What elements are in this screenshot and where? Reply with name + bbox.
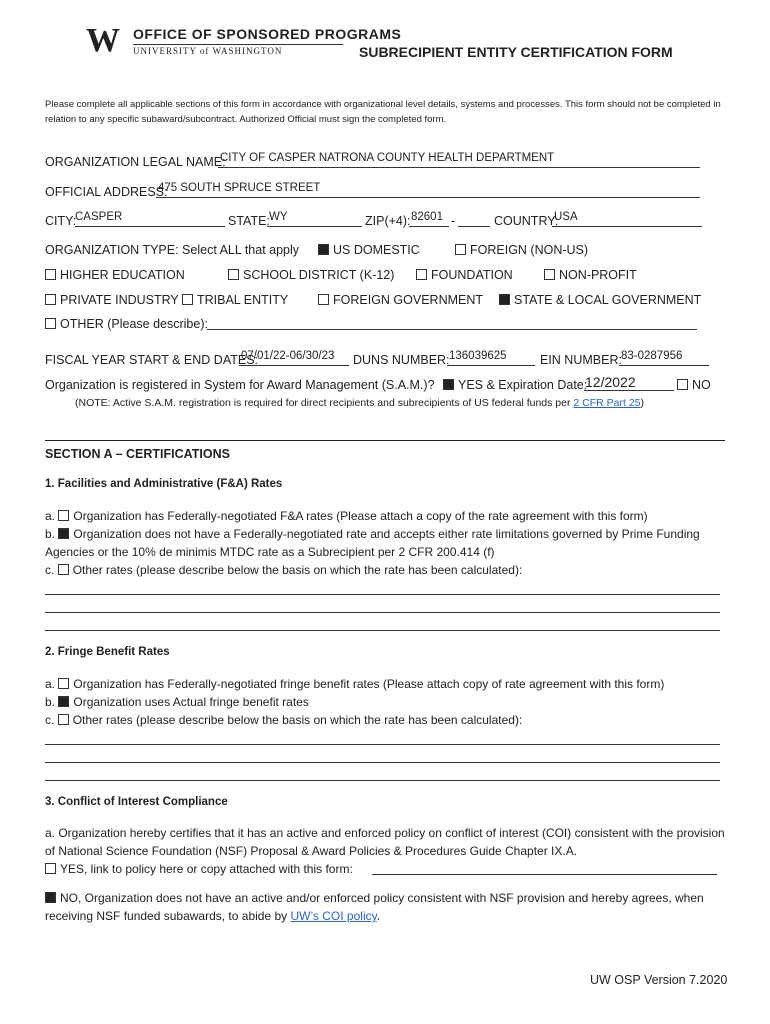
checkbox-icon[interactable] xyxy=(45,892,56,903)
sam-note-close: ) xyxy=(640,397,644,409)
legal-name-line xyxy=(218,167,700,168)
option-prefix: b. xyxy=(45,527,56,541)
org-type-us-domestic[interactable] xyxy=(318,243,420,257)
fiscal-year-field[interactable]: 07/01/22-06/30/23 xyxy=(241,350,335,362)
option-label: US DOMESTIC xyxy=(333,243,420,257)
zip-field[interactable]: 82601 xyxy=(411,211,443,223)
fa-option-a[interactable] xyxy=(45,507,725,525)
option-label: FOREIGN GOVERNMENT xyxy=(333,293,484,307)
option-label: FOREIGN (NON-US) xyxy=(470,243,589,257)
section-divider xyxy=(45,440,725,441)
city-label: CITY: xyxy=(45,214,77,228)
legal-name-field[interactable]: CITY OF CASPER NATRONA COUNTY HEALTH DEPARTMENT xyxy=(220,152,555,164)
fringe-other-line-3[interactable] xyxy=(45,780,720,781)
ein-field[interactable]: 83-0287956 xyxy=(621,350,683,362)
org-type-private-industry[interactable] xyxy=(45,293,179,307)
section-a-title: SECTION A – CERTIFICATIONS xyxy=(45,447,230,461)
org-type-state-local-gov[interactable] xyxy=(499,293,701,307)
instructions: Please complete all applicable sections of this form in accordance with organizational level details, systems and processes. This form should not be completed in relation to any specific subaward/subcontract. Authorized Official must sign the completed form. xyxy=(45,99,721,125)
checkbox-icon[interactable] xyxy=(58,564,69,575)
option-prefix: a. xyxy=(45,677,56,691)
checkbox-icon[interactable] xyxy=(544,269,555,280)
option-label: STATE & LOCAL GOVERNMENT xyxy=(514,293,702,307)
logo-university-name: UNIVERSITY of WASHINGTON xyxy=(133,46,283,56)
checkbox-icon[interactable] xyxy=(416,269,427,280)
address-field[interactable]: 475 SOUTH SPRUCE STREET xyxy=(158,182,321,194)
option-text: NO, Organization does not have an active and/or enforced policy consistent with NSF provision and hereby agrees, when receiving NSF funded subawards, to abide by xyxy=(45,891,704,923)
checkbox-icon[interactable] xyxy=(182,294,193,305)
checkbox-icon[interactable] xyxy=(58,714,69,725)
state-label: STATE: xyxy=(228,214,270,228)
option-text: Organization has Federally-negotiated F&A rates (Please attach a copy of the rate agreement with this form) xyxy=(73,509,648,523)
fa-option-b[interactable] xyxy=(45,525,725,561)
option-text: Organization has Federally-negotiated fringe benefit rates (Please attach copy of rate agreement with this form) xyxy=(73,677,665,691)
checkbox-icon[interactable] xyxy=(318,244,329,255)
zip4-line[interactable] xyxy=(458,226,490,227)
option-prefix: c. xyxy=(45,563,55,577)
duns-label: DUNS NUMBER: xyxy=(353,353,450,367)
address-label: OFFICIAL ADDRESS: xyxy=(45,185,168,199)
fa-other-line-2[interactable] xyxy=(45,612,720,613)
checkbox-icon[interactable] xyxy=(228,269,239,280)
zip-line xyxy=(409,226,449,227)
state-field[interactable]: WY xyxy=(269,211,288,223)
sam-note xyxy=(75,397,644,409)
coi-policy-link-field[interactable] xyxy=(372,874,717,875)
checkbox-icon[interactable] xyxy=(58,528,69,539)
checkbox-icon[interactable] xyxy=(58,696,69,707)
org-type-foreign-gov[interactable] xyxy=(318,293,483,307)
checkbox-icon[interactable] xyxy=(499,294,510,305)
form-title: SUBRECIPIENT ENTITY CERTIFICATION FORM xyxy=(359,44,673,60)
city-line xyxy=(75,226,225,227)
sam-question: Organization is registered in System for Award Management (S.A.M.)? xyxy=(45,378,435,392)
option-text: Other rates (please describe below the basis on which the rate has been calculated): xyxy=(72,713,523,727)
sam-note-text: (NOTE: Active S.A.M. registration is required for direct recipients and subrecipients of US federal funds per xyxy=(75,397,574,409)
sam-yes-option[interactable] xyxy=(443,378,587,392)
org-type-school-district[interactable] xyxy=(228,268,394,282)
checkbox-icon[interactable] xyxy=(318,294,329,305)
org-type-other[interactable] xyxy=(45,317,208,331)
logo-divider xyxy=(133,44,343,45)
org-type-non-profit[interactable] xyxy=(544,268,637,282)
fa-heading: 1. Facilities and Administrative (F&A) Rates xyxy=(45,478,283,490)
option-text: Organization uses Actual fringe benefit rates xyxy=(73,695,309,709)
fiscal-year-label: FISCAL YEAR START & END DATES: xyxy=(45,353,259,367)
option-label: NON-PROFIT xyxy=(559,268,637,282)
uw-logo-mark: W xyxy=(86,22,118,59)
option-label: PRIVATE INDUSTRY xyxy=(60,293,179,307)
checkbox-icon[interactable] xyxy=(45,269,56,280)
country-field[interactable]: USA xyxy=(554,211,578,223)
zip-label: ZIP(+4): xyxy=(365,214,411,228)
coi-heading: 3. Conflict of Interest Compliance xyxy=(45,796,228,808)
fringe-other-line-2[interactable] xyxy=(45,762,720,763)
org-type-label: ORGANIZATION TYPE: Select ALL that apply xyxy=(45,243,300,257)
sam-expiration-line xyxy=(584,390,674,391)
sam-expiration-field[interactable]: 12/2022 xyxy=(585,374,636,390)
state-line xyxy=(267,226,362,227)
zip-dash: - xyxy=(451,214,456,228)
other-describe-field[interactable] xyxy=(207,329,697,330)
option-prefix: a. xyxy=(45,509,56,523)
version-footer: UW OSP Version 7.2020 xyxy=(590,973,728,987)
duns-line xyxy=(447,365,535,366)
org-type-higher-ed[interactable] xyxy=(45,268,185,282)
fa-other-line-3[interactable] xyxy=(45,630,720,631)
option-prefix: b. xyxy=(45,695,56,709)
checkbox-icon[interactable] xyxy=(443,379,454,390)
fiscal-year-line xyxy=(239,365,349,366)
checkbox-icon[interactable] xyxy=(58,510,69,521)
ein-label: EIN NUMBER: xyxy=(540,353,622,367)
checkbox-icon[interactable] xyxy=(45,863,56,874)
coi-yes-option[interactable] xyxy=(45,860,353,878)
option-label: NO xyxy=(692,378,711,392)
country-line xyxy=(552,226,702,227)
fringe-heading: 2. Fringe Benefit Rates xyxy=(45,646,170,658)
org-type-tribal[interactable] xyxy=(182,293,288,307)
option-label: YES & Expiration Date: xyxy=(458,378,588,392)
fa-option-c[interactable] xyxy=(45,561,725,579)
option-label: FOUNDATION xyxy=(431,268,513,282)
address-line xyxy=(156,197,700,198)
legal-name-label: ORGANIZATION LEGAL NAME: xyxy=(45,155,226,169)
option-text: Organization does not have a Federally-negotiated rate and accepts either rate limitations governed by Prime Funding Agencies or the 10% de minimis MTDC rate as a Subrecipient per 2 CFR 200.414 (f) xyxy=(45,527,700,559)
option-text-end: . xyxy=(376,909,381,923)
org-type-foundation[interactable] xyxy=(416,268,513,282)
ein-line xyxy=(619,365,709,366)
option-label: SCHOOL DISTRICT (K-12) xyxy=(243,268,395,282)
option-text: YES, link to policy here or copy attached with this form: xyxy=(60,862,353,876)
checkbox-icon[interactable] xyxy=(45,318,56,329)
fringe-other-line-1[interactable] xyxy=(45,744,720,745)
sam-no-option[interactable] xyxy=(677,378,711,392)
checkbox-icon[interactable] xyxy=(455,244,466,255)
uw-coi-policy-link[interactable]: UW’s COI policy xyxy=(290,909,377,923)
fringe-option-a[interactable] xyxy=(45,675,725,693)
org-type-foreign[interactable] xyxy=(455,243,588,257)
option-label: OTHER (Please describe): xyxy=(60,317,208,331)
fringe-option-b[interactable] xyxy=(45,693,725,711)
coi-no-option[interactable] xyxy=(45,889,725,925)
duns-field[interactable]: 136039625 xyxy=(449,350,507,362)
coi-certification-text: a. Organization hereby certifies that it has an active and enforced policy on conflict of interest (COI) consistent with the provision of National Science Foundation (NSF) Proposal & Award Policies & Procedures Guide Chapter IX.A. xyxy=(45,826,725,858)
checkbox-icon[interactable] xyxy=(677,379,688,390)
city-field[interactable]: CASPER xyxy=(75,211,123,223)
fringe-option-c[interactable] xyxy=(45,711,725,729)
option-label: HIGHER EDUCATION xyxy=(60,268,185,282)
option-text: Other rates (please describe below the basis on which the rate has been calculated): xyxy=(72,563,523,577)
country-label: COUNTRY: xyxy=(494,214,559,228)
checkbox-icon[interactable] xyxy=(58,678,69,689)
option-label: TRIBAL ENTITY xyxy=(197,293,289,307)
option-prefix: c. xyxy=(45,713,55,727)
logo-office-name: OFFICE OF SPONSORED PROGRAMS xyxy=(133,26,402,42)
fa-other-line-1[interactable] xyxy=(45,594,720,595)
cfr-link[interactable]: 2 CFR Part 25 xyxy=(573,397,641,409)
checkbox-icon[interactable] xyxy=(45,294,56,305)
